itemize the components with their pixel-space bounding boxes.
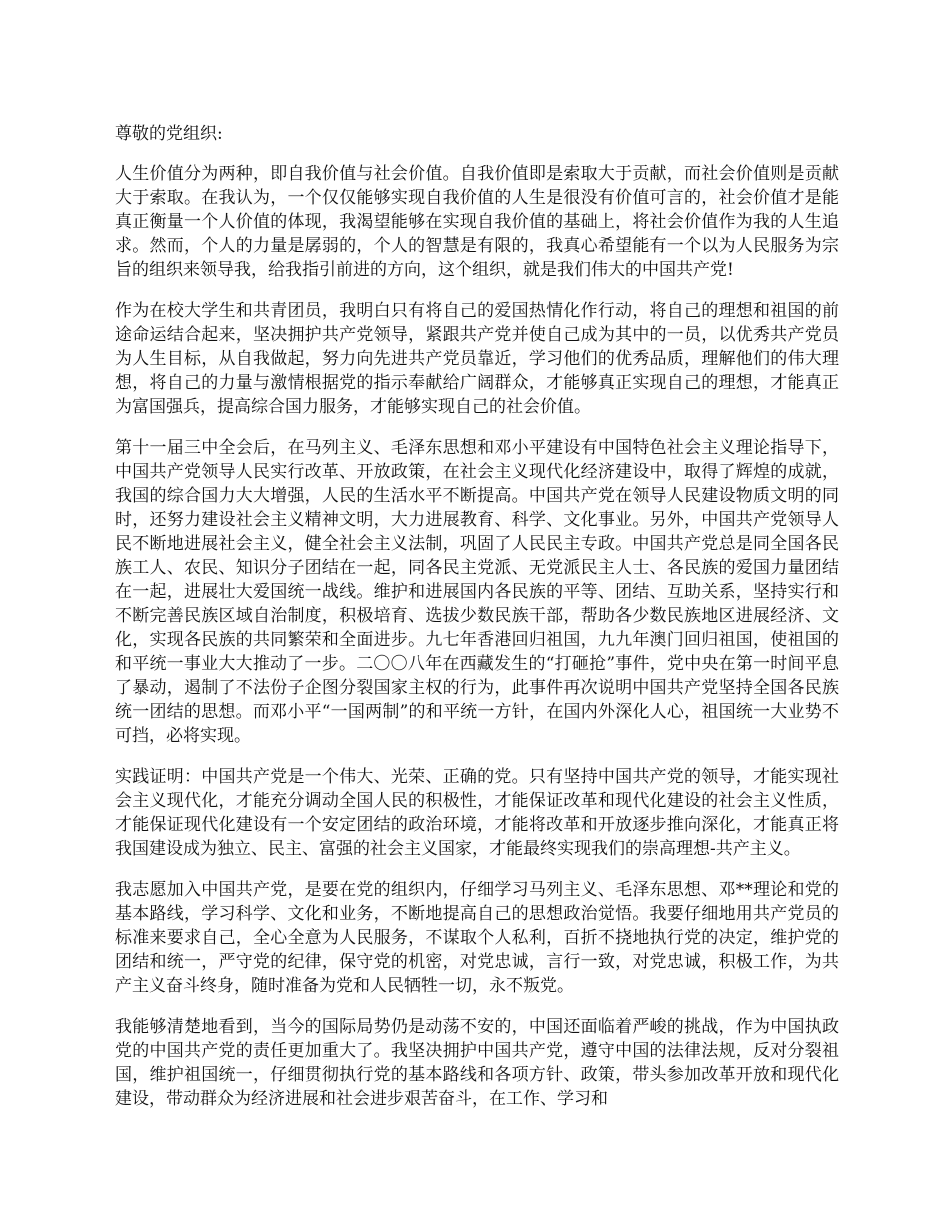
paragraph-practice-proves: 实践证明：中国共产党是一个伟大、光荣、正确的党。只有坚持中国共产党的领导，才能实现社会主义现代化，才能充分调动全国人民的积极性，才能保证改革和现代化建设的社会主义性质，才能保证现代化建设有一个安定团结的政治环境，才能将改革和开放逐步推向深化，才能真正将我国建设成为独立、民主、富强的社会主义国家，才能最终实现我们的崇高理想-共产主义。 [115,767,839,859]
paragraph-value-of-life: 人生价值分为两种，即自我价值与社会价值。自我价值即是索取大于贡献，而社会价值则是贡献大于索取。在我认为，一个仅仅能够实现自我价值的人生是很没有价值可言的，社会价值才是能真正衡量一个人价值的体现，我渴望能够在实现自我价值的基础上，将社会价值作为我的人生追求。然而，个人的力量是孱弱的，个人的智慧是有限的，我真心希望能有一个以为人民服务为宗旨的组织来领导我，给我指引前进的方向，这个组织，就是我们伟大的中国共产党! [115,164,839,280]
paragraph-volunteer-to-join: 我志愿加入中国共产党，是要在党的组织内，仔细学习马列主义、毛泽东思想、邓**理论和党的基本路线，学习科学、文化和业务，不断地提高自己的思想政治觉悟。我要仔细地用共产党员的标准来要求自己，全心全意为人民服务，不谋取个人私利，百折不挠地执行党的决定，维护党的团结和统一，严守党的纪律，保守党的机密，对党忠诚，言行一致，对党忠诚，积极工作，为共产主义奋斗终身，随时准备为党和人民牺牲一切，永不叛党。 [115,880,839,996]
salutation: 尊敬的党组织: [115,124,223,144]
paragraph-party-history: 第十一届三中全会后，在马列主义、毛泽东思想和邓小平建设有中国特色社会主义理论指导下，中国共产党领导人民实行改革、开放政策，在社会主义现代化经济建设中，取得了辉煌的成就，我国的综合国力大大增强，人民的生活水平不断提高。中国共产党在领导人民建设物质文明的同时，还努力建设社会主义精神文明，大力进展教育、科学、文化事业。另外，中国共产党领导人民不断地进展社会主义，健全社会主义法制，巩固了人民民主专政。中国共产党总是同全国各民族工人、农民、知识分子团结在一起，同各民主党派、无党派民主人士、各民族的爱国力量团结在一起，进展壮大爱国统一战线。维护和进展国内各民族的平等、团结、互助关系，坚持实行和不断完善民族区域自治制度，积极培育、选拔少数民族干部，帮助各少数民族地区进展经济、文化，实现各民族的共同繁荣和全面进步。九七年香港回归祖国，九九年澳门回归祖国，使祖国的和平统一事业大大推动了一步。二〇〇八年在西藏发生的“打砸抢”事件，党中央在第一时间平息了暴动，遏制了不法份子企图分裂国家主权的行为，此事件再次说明中国共产党坚持全国各民族统一团结的思想。而邓小平“一国两制”的和平统一方针，在国内外深化人心，祖国统一大业势不可挡，必将实现。 [115,438,839,746]
paragraph-international-situation: 我能够清楚地看到，当今的国际局势仍是动荡不安的，中国还面临着严峻的挑战，作为中国执政党的中国共产党的责任更加重大了。我坚决拥护中国共产党，遵守中国的法律法规，反对分裂祖国，维护祖国统一，仔细贯彻执行党的基本路线和各项方针、政策，带头参加改革开放和现代化建设，带动群众为经济进展和社会进步艰苦奋斗，在工作、学习和 [115,1017,839,1109]
document-page [115,122,839,1128]
paragraph-student-member: 作为在校大学生和共青团员，我明白只有将自己的爱国热情化作行动，将自己的理想和祖国的前途命运结合起来，坚决拥护共产党领导，紧跟共产党并使自己成为其中的一员，以优秀共产党员为人生目标，从自我做起，努力向先进共产党员靠近，学习他们的优秀品质，理解他们的伟大理想，将自己的力量与激情根据党的指示奉献给广阔群众，才能够真正实现自己的理想，才能真正为富国强兵，提高综合国力服务，才能够实现自己的社会价值。 [115,301,839,417]
